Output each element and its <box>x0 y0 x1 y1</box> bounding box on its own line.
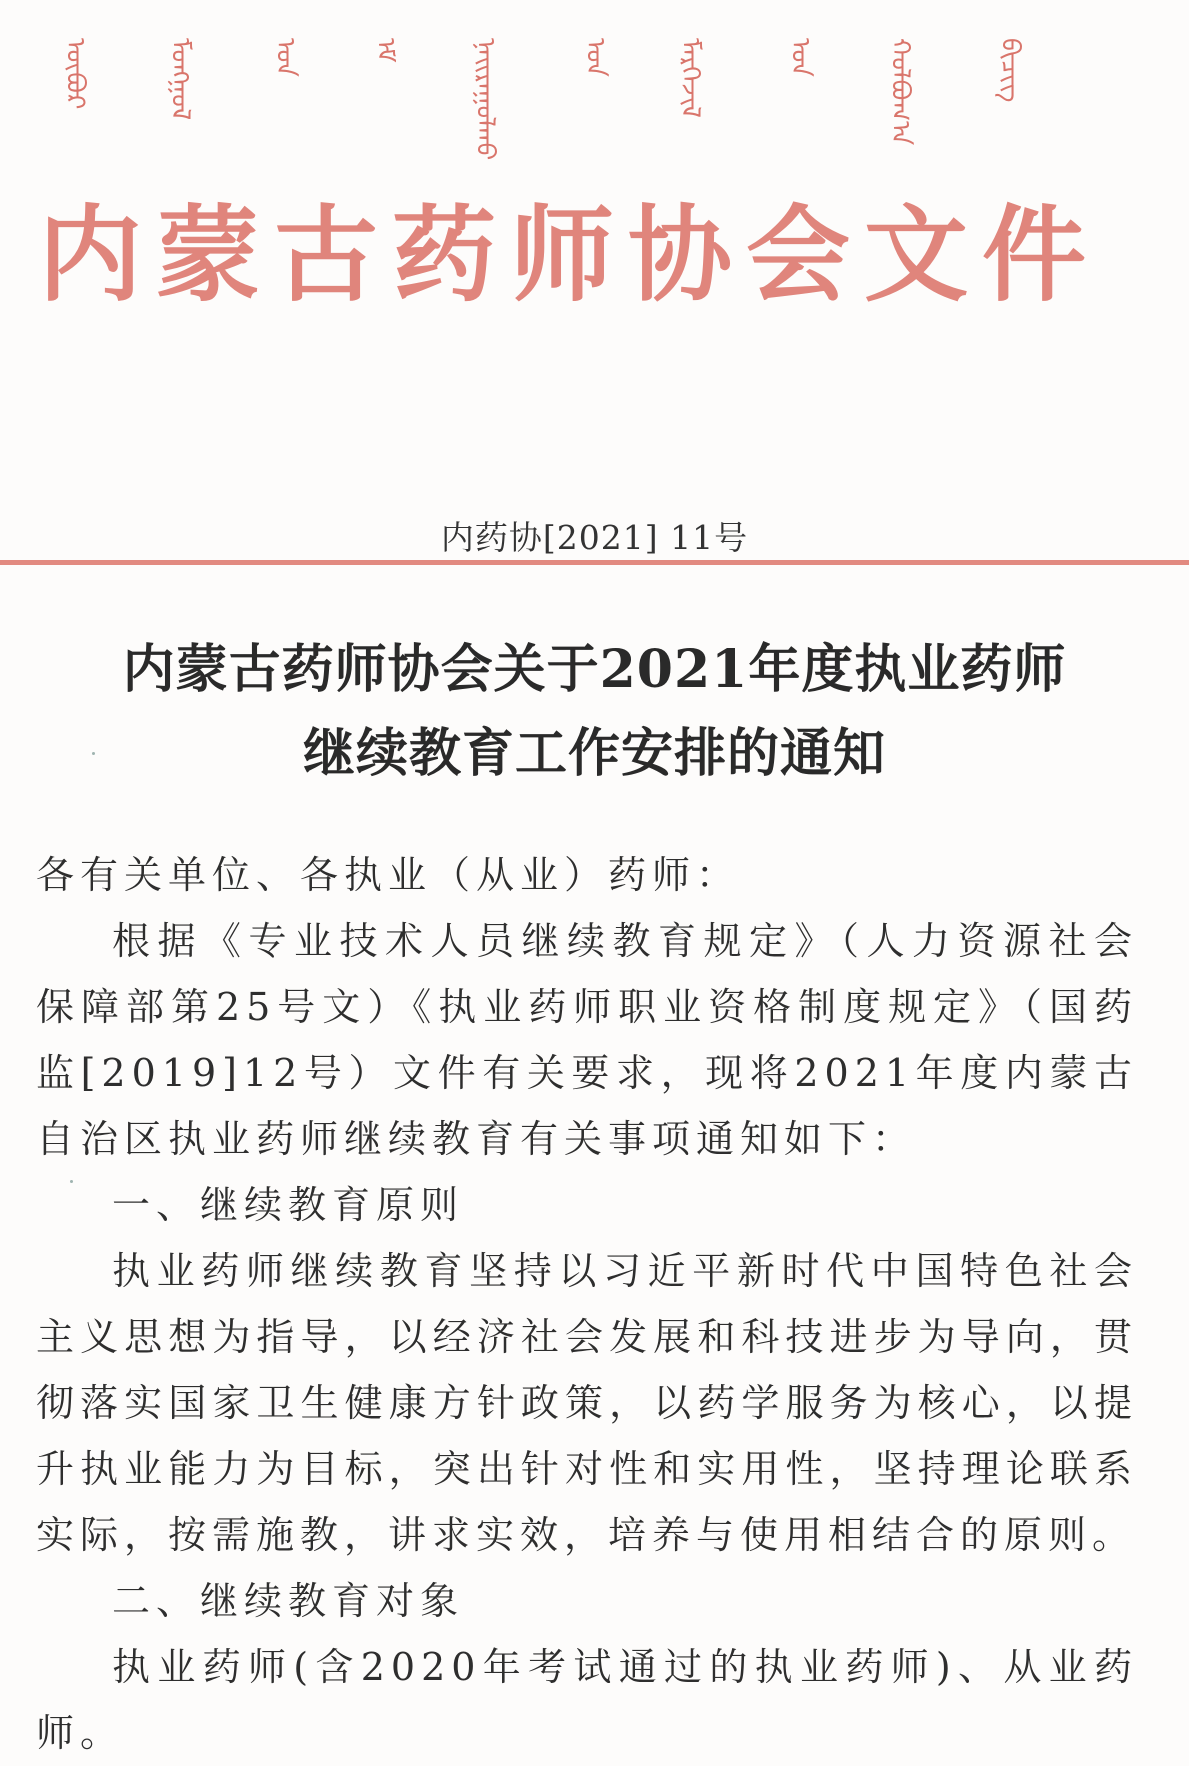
mongolian-word: ᠬᠣᠯᠪᠣᠭ᠎ᠠ <box>885 38 915 146</box>
mongolian-word: ᠤᠨ <box>270 38 300 77</box>
paragraph-basis: 根据《专业技术人员继续教育规定》（人力资源社会保障部第25号文）《执业药师职业资格制度规定》（国药监[2019]12号）文件有关要求，现将2021年度内蒙古自治区执业药师继续教育有关事项通知如下： <box>36 919 1138 1161</box>
paragraph-targets: 执业药师(含2020年考试通过的执业药师)、从业药师。 <box>36 1645 1138 1755</box>
paragraph-principles: 执业药师继续教育坚持以习近平新时代中国特色社会主义思想为指导，以经济社会发展和科技进步为导向，贯彻落实国家卫生健康方针政策，以药学服务为核心，以提升执业能力为目标，突出针对性和实用性，坚持理论联系实际，按需施教，讲求实效，培养与使用相结合的原则。 <box>36 1249 1138 1557</box>
mongolian-word: ᠪᠢᠴᠢᠭ <box>995 38 1025 103</box>
mongolian-header <box>60 38 1100 161</box>
mongolian-word: ᠡᠮ <box>370 38 400 63</box>
red-separator-line <box>0 560 1189 565</box>
document-number: 内药协[2021] 11号 <box>440 518 749 557</box>
mongolian-word: ᠤᠨ <box>580 38 610 77</box>
salutation: 各有关单位、各执业（从业）药师： <box>36 853 741 897</box>
mongolian-word: ᠮᠣᠩᠭᠣᠯ <box>165 38 195 121</box>
mongolian-word: ᠮᠡᠷᠭᠡᠵᠢᠯ <box>675 38 705 119</box>
scan-speck <box>70 1180 73 1183</box>
notice-title-line2: 继续教育工作安排的通知 <box>302 723 886 784</box>
notice-body <box>36 842 1138 1766</box>
section-heading-principles: 一、继续教育原则 <box>112 1183 465 1227</box>
mongolian-word: ᠦᠪᠦᠷ <box>60 38 90 110</box>
scan-speck <box>92 752 95 755</box>
section-heading-targets: 二、继续教育对象 <box>112 1579 465 1623</box>
org-header-title: 内蒙古药师协会文件 <box>38 193 1101 316</box>
notice-title <box>0 628 1189 796</box>
notice-title-line1: 内蒙古药师协会关于2021年度执业药师 <box>122 639 1067 700</box>
mongolian-word: ᠨᠠᠢᠷᠠᠭᠤᠯᠬᠤ <box>470 38 500 161</box>
mongolian-word: ᠤᠨ <box>785 38 815 77</box>
